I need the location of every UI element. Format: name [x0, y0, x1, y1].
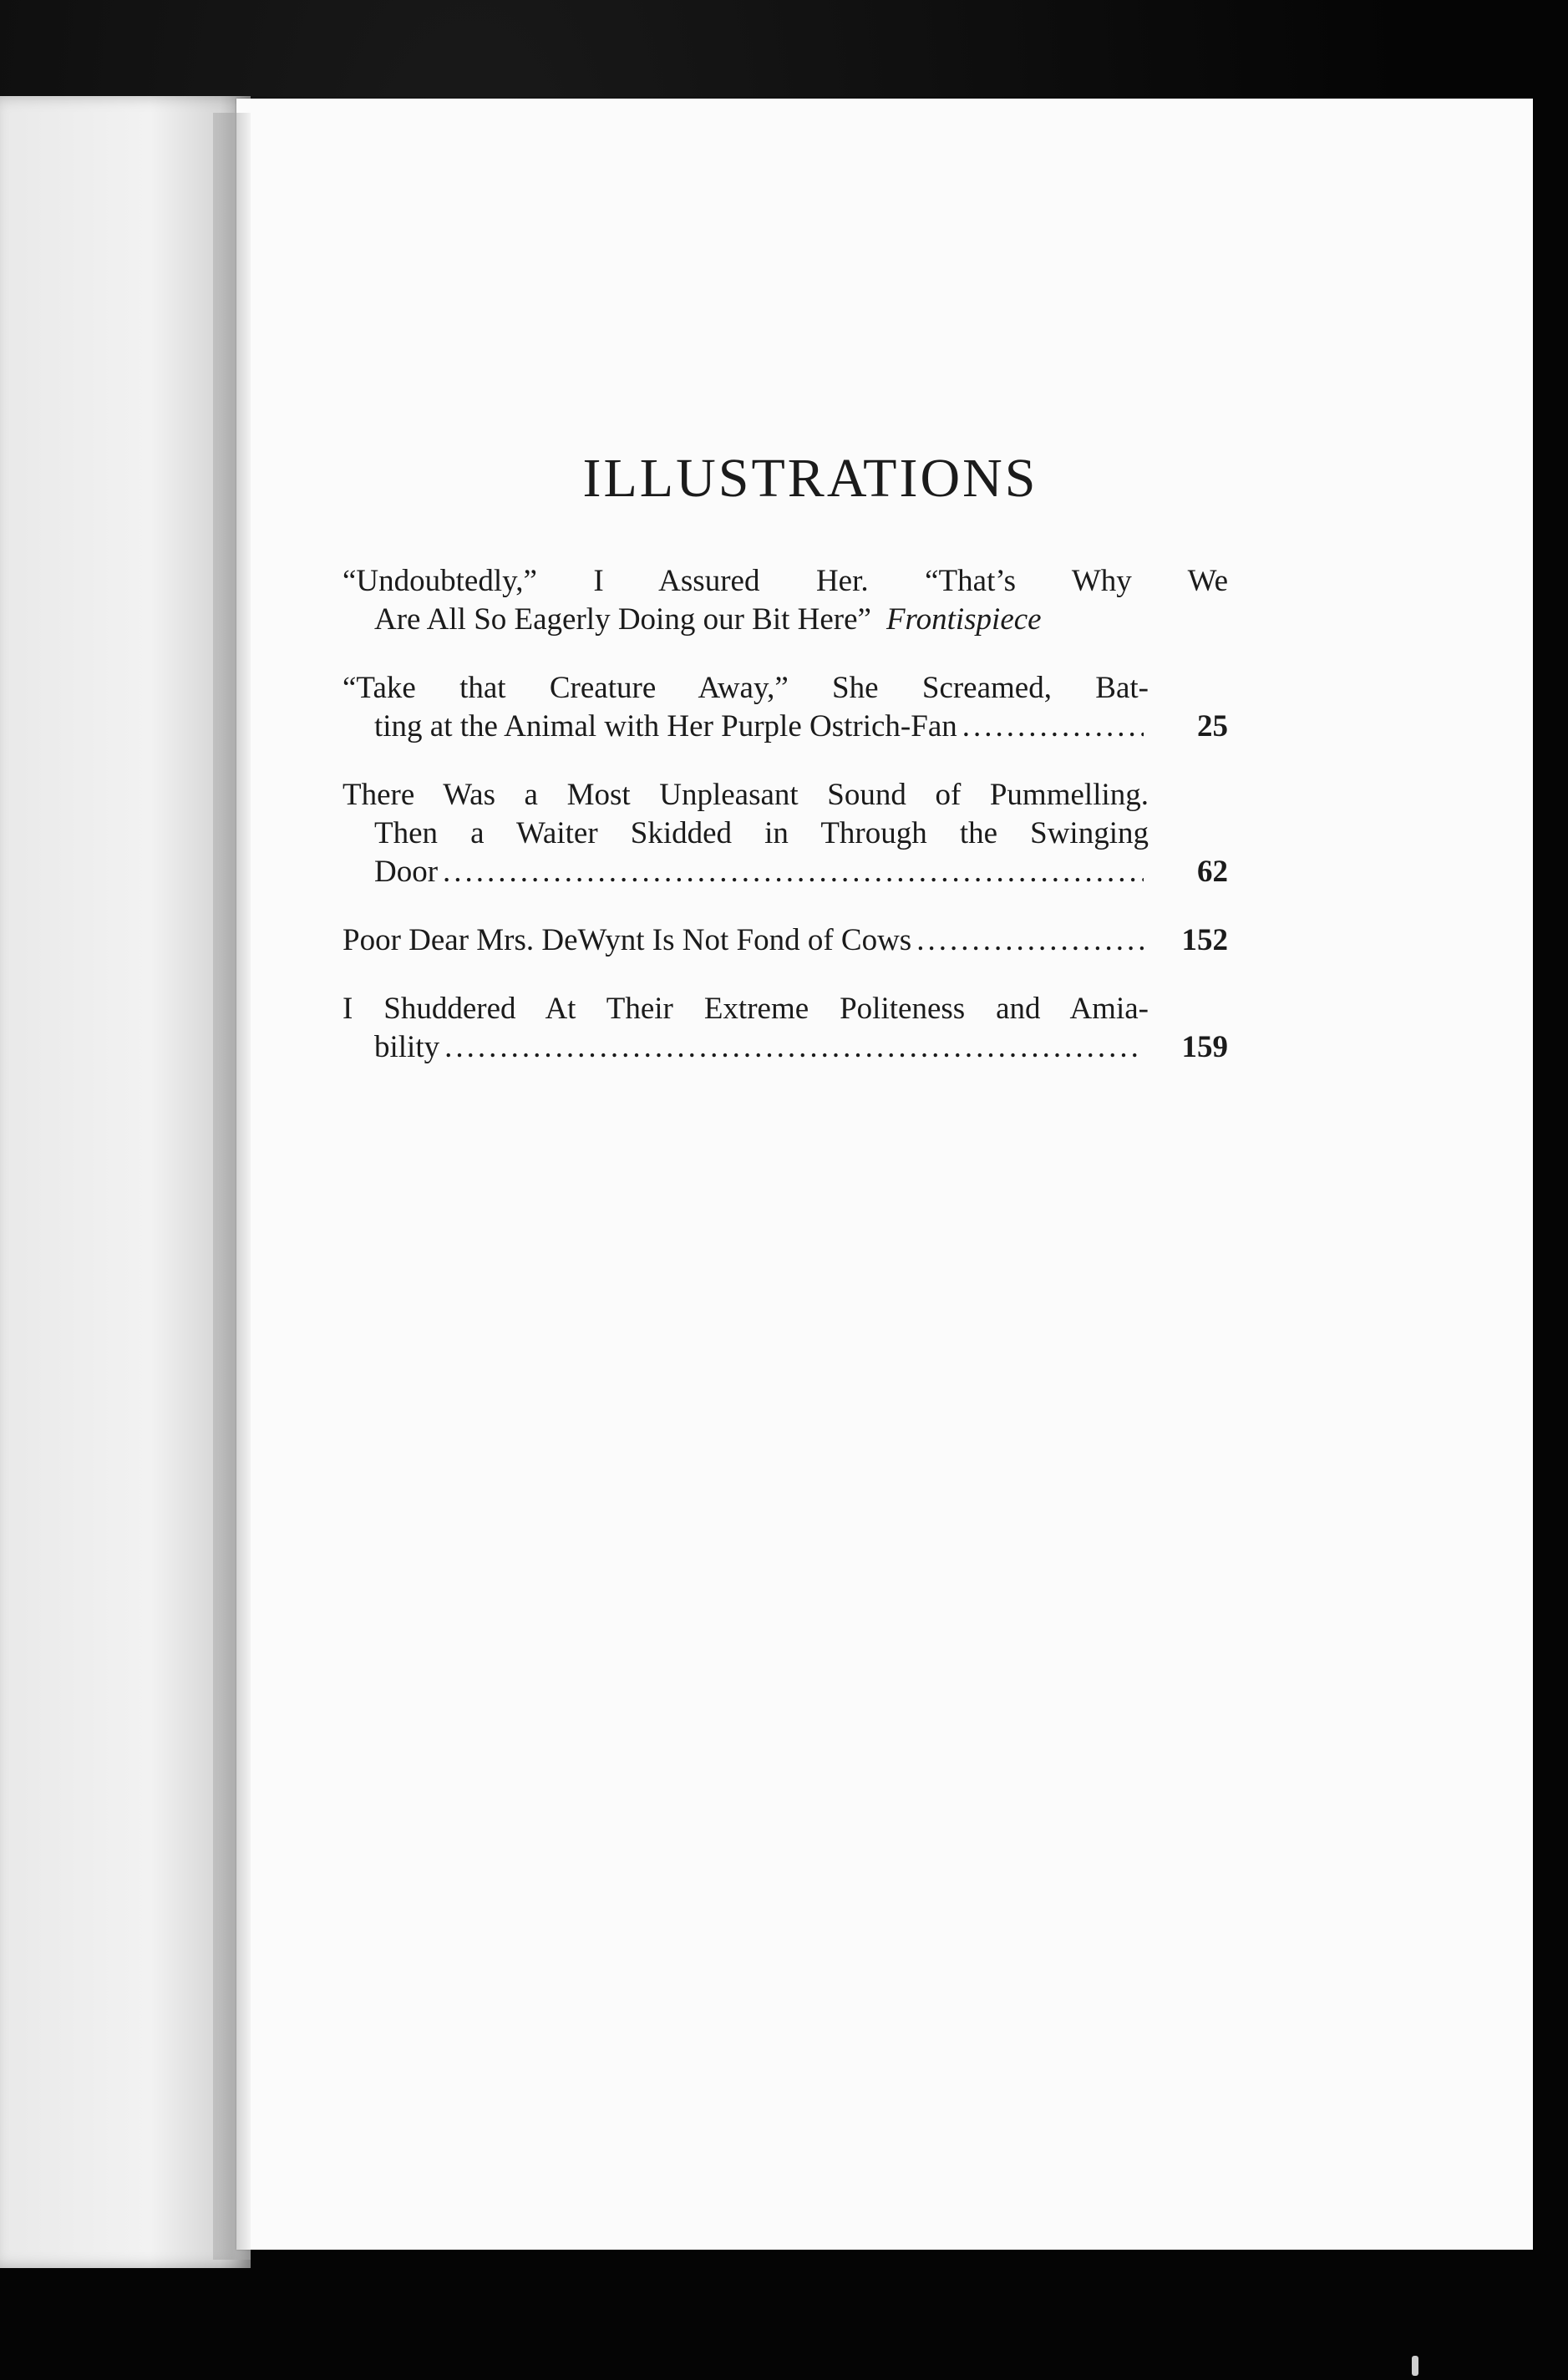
book-gutter — [213, 113, 251, 2260]
dot-leader — [444, 1028, 1144, 1067]
illustrations-list — [343, 447, 1228, 1097]
right-page — [236, 99, 1533, 2250]
illustration-entry — [343, 776, 1228, 891]
entry-page-number: 25 — [1197, 709, 1228, 743]
entry-line-text: bility — [374, 1030, 440, 1064]
film-mark — [1412, 2356, 1418, 2376]
dot-leader — [962, 708, 1144, 746]
entry-page-number: 62 — [1197, 855, 1228, 889]
entry-line-text: Door — [374, 855, 439, 889]
entry-line: Then a Waiter Skidded in Through the Swinging — [374, 816, 1149, 850]
entry-page-number: 159 — [1181, 1030, 1228, 1064]
entry-line — [343, 601, 1228, 639]
entry-line — [343, 1028, 1149, 1067]
entry-line: “Take that Creature Away,” She Screamed, Bat- — [343, 671, 1149, 705]
entry-line — [343, 921, 1149, 960]
page-title: ILLUSTRATIONS — [582, 448, 1038, 509]
entry-line: I Shuddered At Their Extreme Politeness and Amia- — [343, 992, 1149, 1026]
entry-line-text: Are All So Eagerly Doing our Bit Here” — [374, 602, 871, 637]
entry-line — [343, 708, 1149, 746]
illustration-entry — [343, 562, 1228, 639]
dot-leader — [916, 921, 1144, 960]
entry-line-text: ting at the Animal with Her Purple Ostrich-Fan — [374, 709, 957, 743]
illustration-entry — [343, 990, 1228, 1067]
entry-page-label: Frontispiece — [885, 602, 1042, 637]
dot-leader — [443, 853, 1144, 891]
entry-line — [343, 853, 1149, 891]
entry-page-number: 152 — [1181, 923, 1228, 957]
illustration-entry — [343, 669, 1228, 746]
entry-line: “Undoubtedly,” I Assured Her. “That’s Why We — [343, 564, 1228, 598]
illustration-entry — [343, 921, 1228, 960]
entry-line-text: Poor Dear Mrs. DeWynt Is Not Fond of Cows — [343, 923, 912, 957]
entry-line: There Was a Most Unpleasant Sound of Pummelling. — [343, 778, 1149, 812]
